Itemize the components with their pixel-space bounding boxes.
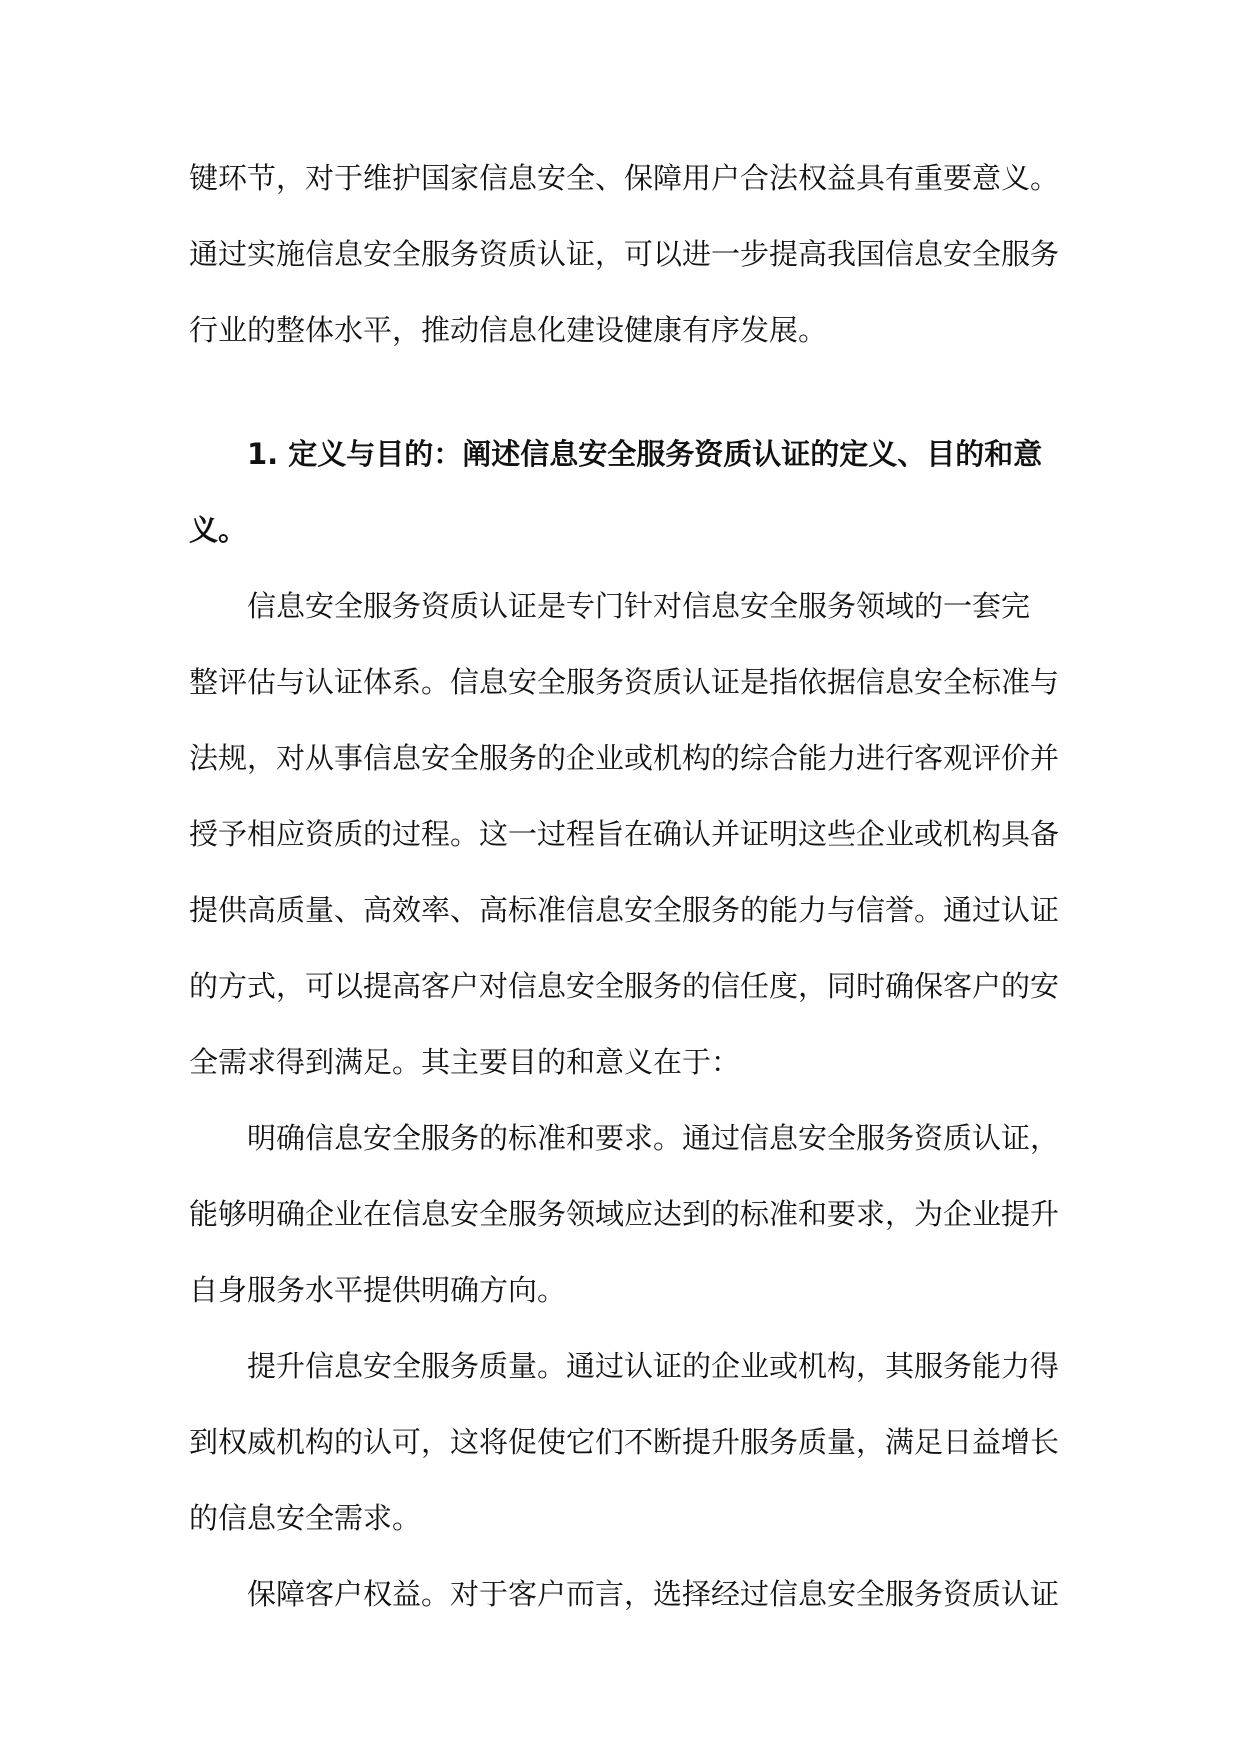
paragraph-line: 授予相应资质的过程。这一过程旨在确认并证明这些企业或机构具备 xyxy=(189,817,1060,851)
paragraph-line: 行业的整体水平，推动信息化建设健康有序发展。 xyxy=(189,313,828,347)
paragraph-line: 整评估与认证体系。信息安全服务资质认证是指依据信息安全标准与 xyxy=(189,665,1060,699)
section-heading xyxy=(189,416,1059,568)
paragraph-line: 到权威机构的认可，这将促使它们不断提升服务质量，满足日益增长 xyxy=(189,1425,1060,1459)
paragraph-line: 明确信息安全服务的标准和要求。通过信息安全服务资质认证， xyxy=(247,1121,1060,1155)
paragraph-line: 通过实施信息安全服务资质认证，可以进一步提高我国信息安全服务 xyxy=(189,237,1060,271)
paragraph-line: 键环节，对于维护国家信息安全、保障用户合法权益具有重要意义。 xyxy=(189,161,1060,195)
purpose-paragraph-customer-rights xyxy=(189,1556,1059,1632)
paragraph-line: 提升信息安全服务质量。通过认证的企业或机构，其服务能力得 xyxy=(247,1349,1060,1383)
heading-line: 义。 xyxy=(189,513,248,547)
paragraph-line: 信息安全服务资质认证是专门针对信息安全服务领域的一套完 xyxy=(247,589,1031,623)
heading-line: 1. 定义与目的：阐述信息安全服务资质认证的定义、目的和意 xyxy=(247,437,1043,471)
document-body xyxy=(189,140,1059,1632)
purpose-paragraph-quality xyxy=(189,1328,1059,1556)
paragraph-line: 全需求得到满足。其主要目的和意义在于： xyxy=(189,1045,741,1079)
paragraph-line: 法规，对从事信息安全服务的企业或机构的综合能力进行客观评价并 xyxy=(189,741,1060,775)
paragraph-line: 提供高质量、高效率、高标准信息安全服务的能力与信誉。通过认证 xyxy=(189,893,1060,927)
definition-paragraph xyxy=(189,568,1059,1100)
intro-paragraph xyxy=(189,140,1059,368)
paragraph-line: 自身服务水平提供明确方向。 xyxy=(189,1273,567,1307)
purpose-paragraph-standards xyxy=(189,1100,1059,1328)
paragraph-line: 保障客户权益。对于客户而言，选择经过信息安全服务资质认证 xyxy=(247,1577,1060,1611)
paragraph-line: 能够明确企业在信息安全服务领域应达到的标准和要求，为企业提升 xyxy=(189,1197,1060,1231)
paragraph-line: 的方式，可以提高客户对信息安全服务的信任度，同时确保客户的安 xyxy=(189,969,1060,1003)
paragraph-line: 的信息安全需求。 xyxy=(189,1501,422,1535)
